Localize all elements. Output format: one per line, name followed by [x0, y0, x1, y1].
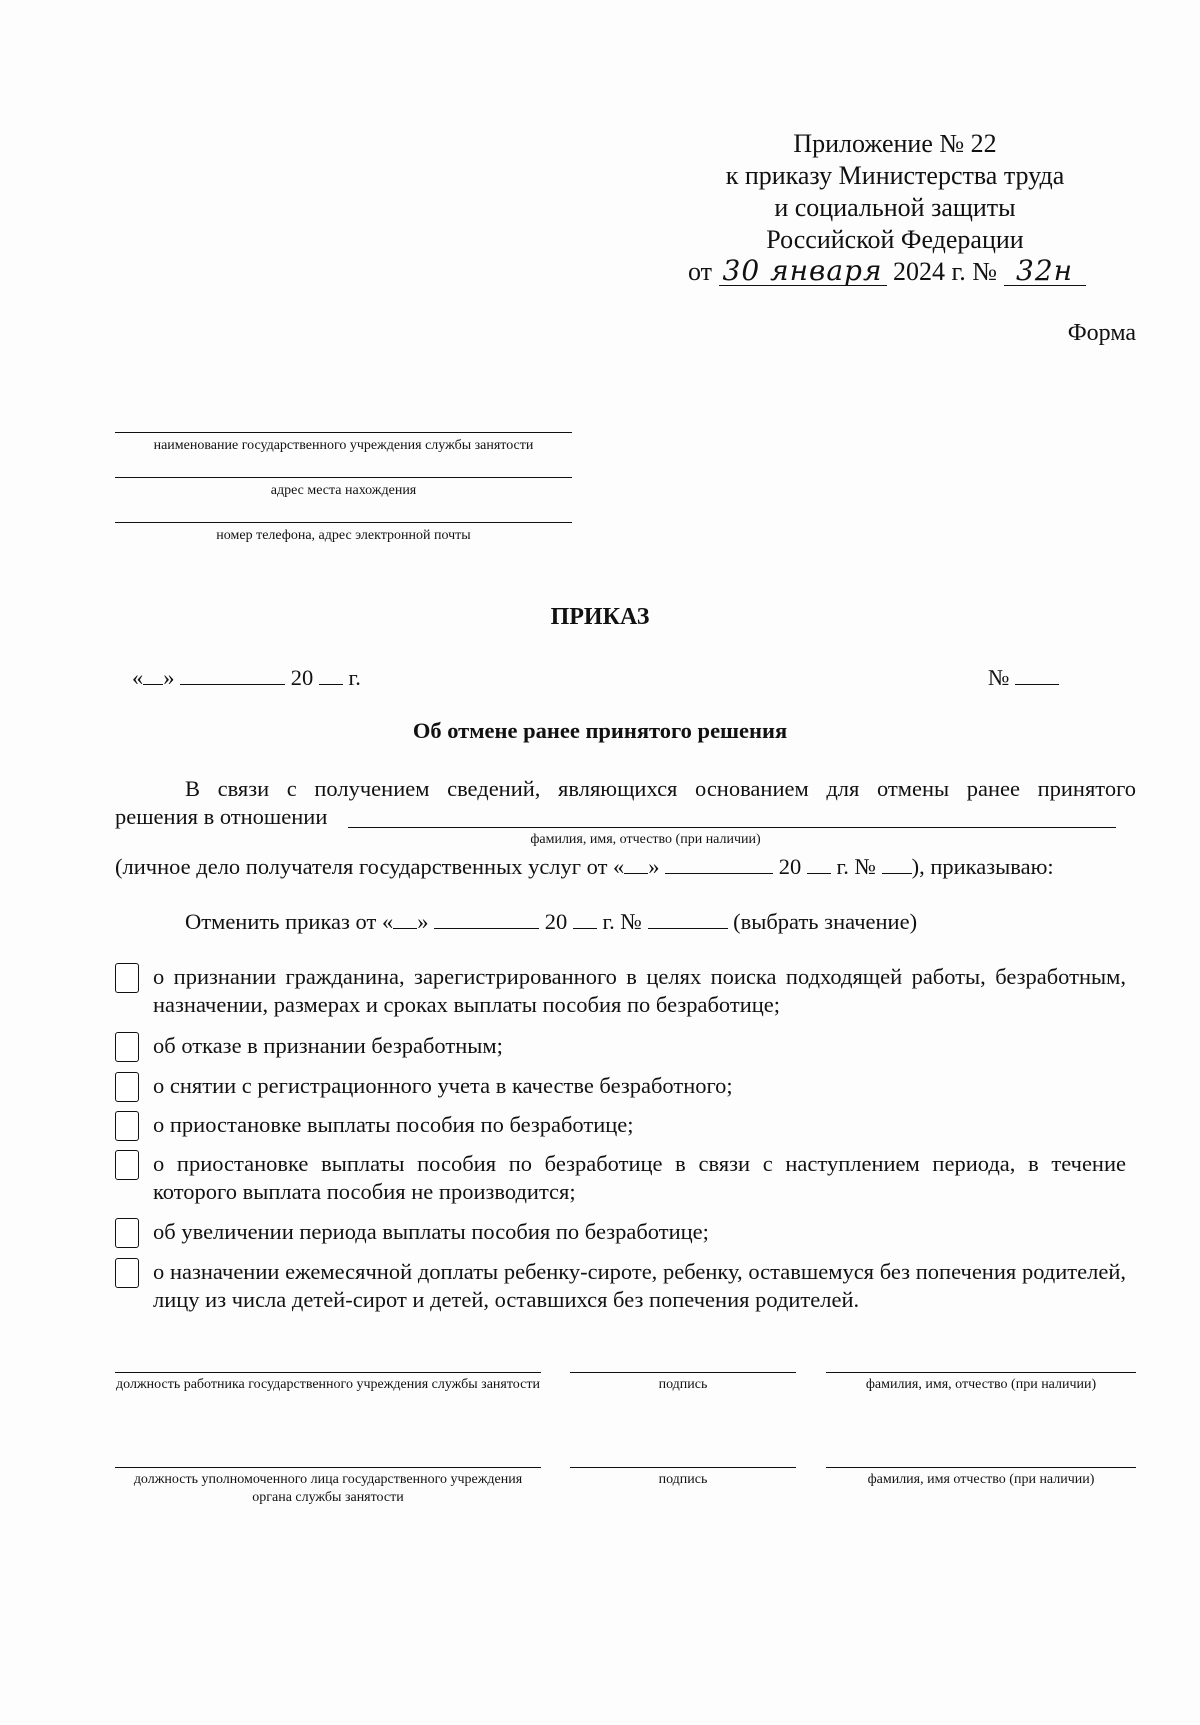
case-number-field[interactable] — [882, 851, 912, 874]
case-day-field[interactable] — [624, 851, 648, 874]
signature2-sign-caption: подпись — [658, 1472, 708, 1487]
case-month-field[interactable] — [665, 851, 773, 874]
option-checkbox-1[interactable] — [115, 963, 139, 993]
signature1-sign-field[interactable] — [570, 1372, 796, 1373]
order-number-field[interactable] — [1015, 662, 1059, 685]
org-address-caption: адрес места нахождения — [270, 483, 417, 498]
signature2-fio-caption: фамилия, имя отчество (при наличии) — [867, 1472, 1095, 1487]
appendix-number: Приложение № 22 — [793, 129, 997, 158]
order-number: № — [988, 662, 1059, 692]
cancel-month-field[interactable] — [434, 906, 539, 929]
order-date: « » 20 г. — [132, 662, 361, 692]
option-text-7: о назначении ежемесячной доплаты ребенку-сироте, ребенку, оставшемуся без попечения родителей, лицу из числа детей-сирот и детей, оставшихся без попечения родителей. — [153, 1259, 1126, 1312]
appendix-ref-line2: к приказу Министерства труда — [725, 161, 1065, 190]
org-address-field[interactable] — [115, 477, 572, 478]
option-checkbox-6[interactable] — [115, 1218, 139, 1248]
option-text-2: об отказе в признании безработным; — [153, 1033, 503, 1058]
date-year: 2024 г. № — [893, 257, 998, 286]
signature2-fio-field[interactable] — [826, 1467, 1136, 1468]
cancel-order-line: Отменить приказ от « » 20 г. № (выбрать значение) — [185, 906, 917, 936]
case-year-field[interactable] — [807, 851, 831, 874]
org-contacts-caption: номер телефона, адрес электронной почты — [216, 528, 471, 543]
appendix-date-line — [688, 256, 1086, 288]
signature1-fio-caption: фамилия, имя, отчество (при наличии) — [865, 1377, 1097, 1392]
form-label: Форма — [1067, 320, 1136, 346]
option-checkbox-4[interactable] — [115, 1111, 139, 1141]
org-block — [115, 432, 572, 545]
order-month-field[interactable] — [180, 662, 285, 685]
handwritten-number: 32н — [1004, 257, 1086, 286]
appendix-ref-line4: Российской Федерации — [766, 225, 1024, 254]
option-text-4: о приостановке выплаты пособия по безработице; — [153, 1112, 634, 1137]
appendix-ref-line3: и социальной защиты — [774, 193, 1016, 222]
order-year-field[interactable] — [319, 662, 343, 685]
signature1-fio-field[interactable] — [826, 1372, 1136, 1373]
cancel-year-field[interactable] — [573, 906, 597, 929]
order-subject: Об отмене ранее принятого решения — [412, 718, 788, 743]
org-name-caption: наименование государственного учреждения службы занятости — [153, 438, 534, 453]
signature1-position-field[interactable] — [115, 1372, 541, 1373]
signature2-sign-field[interactable] — [570, 1467, 796, 1468]
option-text-5: о приостановке выплаты пособия по безработице в связи с наступлением периода, в течение которого выплата пособия не производится; — [153, 1151, 1126, 1204]
body-line-3: (личное дело получателя государственных услуг от « » 20 г. № ), приказываю: — [115, 851, 1054, 881]
option-text-6: об увеличении периода выплаты пособия по безработице; — [153, 1219, 709, 1244]
body-line-2: решения в отношении — [115, 804, 328, 829]
option-checkbox-2[interactable] — [115, 1032, 139, 1062]
option-checkbox-5[interactable] — [115, 1150, 139, 1180]
recipient-fio-caption: фамилия, имя, отчество (при наличии) — [530, 832, 761, 847]
cancel-number-field[interactable] — [648, 906, 728, 929]
option-text-3: о снятии с регистрационного учета в качестве безработного; — [153, 1073, 733, 1098]
document-title: ПРИКАЗ — [550, 604, 650, 630]
appendix-header — [0, 0, 1200, 360]
order-day-field[interactable] — [143, 662, 163, 685]
handwritten-date: 30 января — [719, 257, 887, 286]
recipient-fio-field[interactable] — [348, 827, 1116, 828]
body-line-1: В связи с получением сведений, являющихся основанием для отмены ранее принятого — [185, 776, 1136, 801]
date-prefix: от — [688, 257, 713, 286]
org-name-field[interactable] — [115, 432, 572, 433]
signature2-position-caption: должность уполномоченного лица государственного учреждения органа службы занятости — [133, 1472, 523, 1505]
signature1-sign-caption: подпись — [658, 1377, 708, 1392]
option-checkbox-7[interactable] — [115, 1258, 139, 1288]
signature1-position-caption: должность работника государственного учреждения службы занятости — [116, 1377, 540, 1392]
option-checkbox-3[interactable] — [115, 1072, 139, 1102]
cancel-day-field[interactable] — [393, 906, 417, 929]
signature2-position-field[interactable] — [115, 1467, 541, 1468]
option-text-1: о признании гражданина, зарегистрированного в целях поиска подходящей работы, безработным, назначении, размерах и сроках выплаты пособия по безработице; — [153, 964, 1126, 1017]
org-contacts-field[interactable] — [115, 522, 572, 523]
